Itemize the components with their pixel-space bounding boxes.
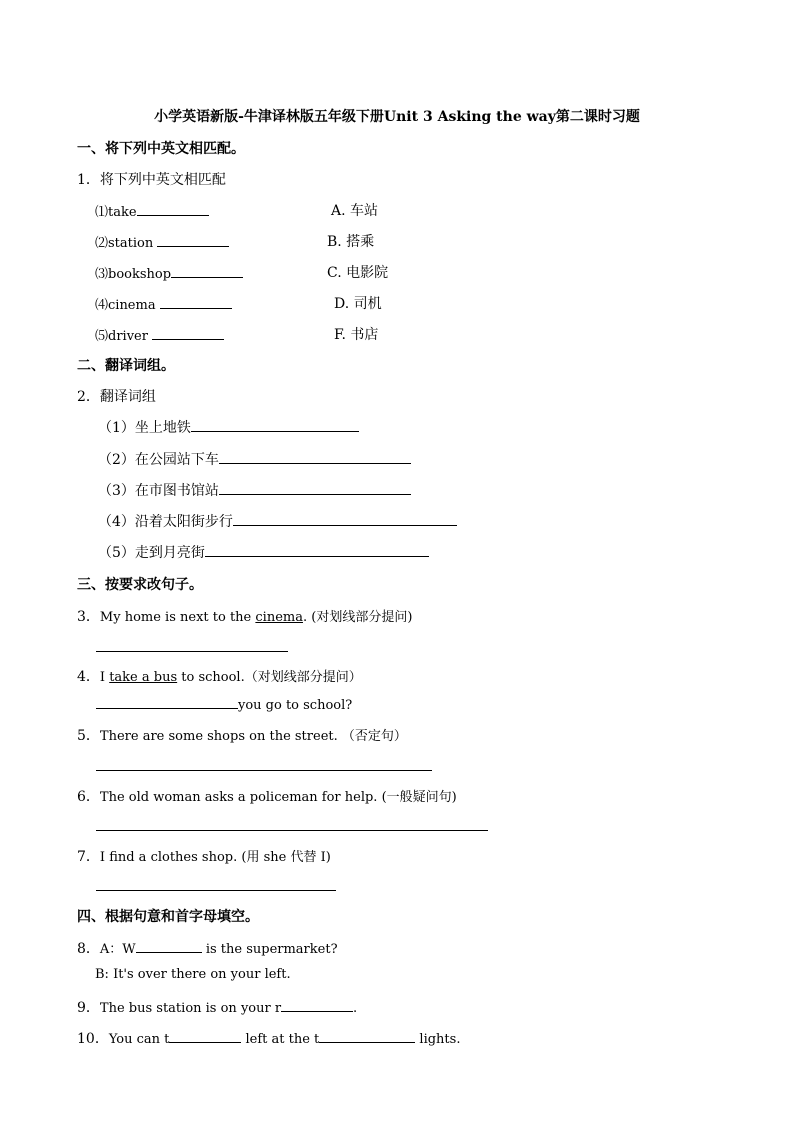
question-number: 4． <box>77 669 100 685</box>
answer-blank[interactable] <box>205 544 429 557</box>
question-2 <box>77 386 156 406</box>
question-text: The bus station is on your r <box>99 1001 282 1016</box>
question-number: 3． <box>77 609 100 625</box>
answer-line-6[interactable] <box>96 830 488 831</box>
answer-blank[interactable] <box>219 451 411 464</box>
answer-blank[interactable] <box>137 203 209 216</box>
question-6 <box>77 786 457 806</box>
translate-item-2 <box>98 449 411 469</box>
translate-item-4 <box>98 511 457 531</box>
answer-blank[interactable] <box>281 999 353 1012</box>
answer-blank[interactable] <box>96 696 238 709</box>
section-heading-2: 二、翻译词组。 <box>77 358 175 374</box>
question-number: 9． <box>77 1000 100 1016</box>
match-left-item-4 <box>95 294 232 313</box>
underlined-phrase: take a bus <box>109 670 178 685</box>
question-number: 5． <box>77 728 100 744</box>
answer-blank[interactable] <box>233 513 457 526</box>
match-right-item-b: B. 搭乘 <box>327 234 375 250</box>
question-4 <box>77 666 362 686</box>
question-3 <box>77 606 412 626</box>
question-number: 6． <box>77 789 100 805</box>
question-text: I <box>99 670 110 685</box>
answer-blank[interactable] <box>160 296 232 309</box>
answer-suffix: you go to school? <box>238 698 353 713</box>
question-text: You can t <box>108 1032 170 1047</box>
question-text: I find a clothes shop. (用 she 代替 I) <box>99 850 331 865</box>
match-left-label: ⑷cinema <box>95 298 156 313</box>
match-left-label: ⑵station <box>95 236 154 251</box>
answer-blank[interactable] <box>319 1030 415 1043</box>
match-left-item-3 <box>95 263 243 282</box>
translate-label: （5）走到月亮街 <box>98 545 205 561</box>
question-number: 1． <box>77 172 100 188</box>
question-text: My home is next to the <box>99 610 256 625</box>
answer-blank[interactable] <box>191 419 359 432</box>
answer-blank[interactable] <box>136 940 202 953</box>
answer-blank[interactable] <box>171 265 243 278</box>
question-7 <box>77 846 331 866</box>
match-left-label: ⑸driver <box>95 329 148 344</box>
translate-item-1 <box>98 417 359 437</box>
question-1 <box>77 169 226 189</box>
question-number: 8． <box>77 941 100 957</box>
translate-label: （2）在公园站下车 <box>98 452 219 468</box>
question-text-end: lights. <box>415 1032 461 1047</box>
translate-label: （4）沿着太阳街步行 <box>98 514 233 530</box>
underlined-word: cinema <box>255 610 303 625</box>
question-instruction: to school.（对划线部分提问） <box>177 670 362 685</box>
section-heading-4: 四、根据句意和首字母填空。 <box>77 909 259 925</box>
answer-blank[interactable] <box>169 1030 241 1043</box>
question-10 <box>77 1028 460 1048</box>
answer-line-7[interactable] <box>96 890 336 891</box>
match-left-item-1 <box>95 201 209 220</box>
section-heading-3: 三、按要求改句子。 <box>77 577 203 593</box>
question-number: 7． <box>77 849 100 865</box>
question-5 <box>77 725 407 745</box>
translate-label: （1）坐上地铁 <box>98 420 191 436</box>
match-right-item-d: D. 司机 <box>334 296 382 312</box>
translate-item-3 <box>98 480 411 500</box>
match-left-label: ⑴take <box>95 205 137 220</box>
question-punct: . <box>353 1001 358 1016</box>
dialogue-a-prefix: A：W <box>99 942 136 957</box>
dialogue-b: B: It's over there on your left. <box>95 967 291 982</box>
match-right-item-f: F. 书店 <box>334 327 379 343</box>
question-text-mid: left at the t <box>241 1032 320 1047</box>
question-text: 将下列中英文相匹配 <box>99 172 226 188</box>
answer-blank[interactable] <box>219 482 411 495</box>
question-instruction: . (对划线部分提问) <box>302 610 413 625</box>
question-8 <box>77 938 338 958</box>
match-left-item-5 <box>95 325 224 344</box>
answer-blank[interactable] <box>152 327 224 340</box>
question-number: 10． <box>77 1031 109 1047</box>
match-right-item-a: A. 车站 <box>331 203 379 219</box>
translate-label: （3）在市图书馆站 <box>98 483 219 499</box>
dialogue-a-text: is the supermarket? <box>201 942 338 957</box>
question-text: There are some shops on the street. （否定句） <box>99 729 407 744</box>
match-left-item-2 <box>95 232 229 251</box>
answer-blank[interactable] <box>157 234 229 247</box>
answer-line-5[interactable] <box>96 770 432 771</box>
question-number: 2． <box>77 389 100 405</box>
question-9 <box>77 997 357 1017</box>
question-text: The old woman asks a policeman for help. (一般疑问句) <box>99 790 457 805</box>
question-text: 翻译词组 <box>99 389 156 405</box>
answer-line-4 <box>96 696 352 713</box>
page-title: 小学英语新版-牛津译林版五年级下册Unit 3 Asking the way第二课时习题 <box>154 109 640 125</box>
match-right-item-c: C. 电影院 <box>327 265 389 281</box>
answer-line-3[interactable] <box>96 651 288 652</box>
translate-item-5 <box>98 542 429 562</box>
match-left-label: ⑶bookshop <box>95 267 172 282</box>
section-heading-1: 一、将下列中英文相匹配。 <box>77 141 245 157</box>
